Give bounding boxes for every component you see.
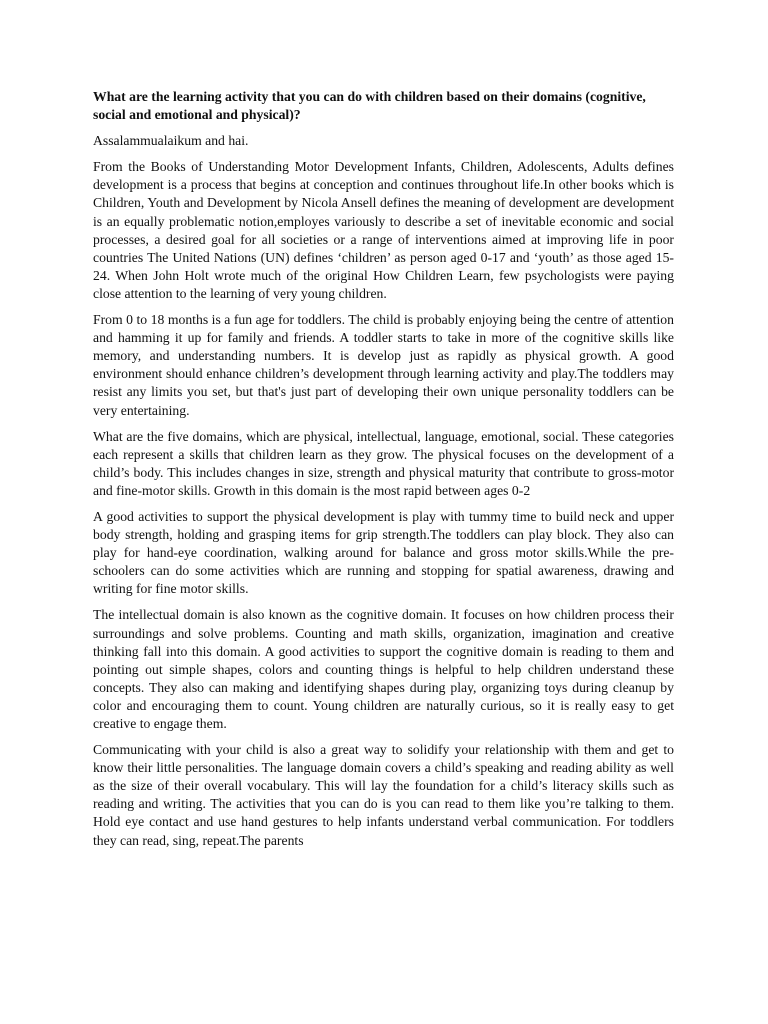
- paragraph-toddlers: From 0 to 18 months is a fun age for toddlers. The child is probably enjoying being the centre of attention and hamming it up for family and friends. A toddler starts to take in more of the cognitive skills like memory, and understanding numbers. It is develop just as rapidly as physical growth. A good environment should enhance children’s development through learning activity and play.The toddlers may resist any limits you set, but that's just part of developing their own unique personality toddlers can be very entertaining.: [93, 312, 674, 418]
- greeting-text: Assalammualaikum and hai.: [93, 133, 249, 149]
- paragraph-physical-activities: A good activities to support the physical development is play with tummy time to build neck and upper body strength, holding and grasping items for grip strength.The toddlers can play block. They also can play for hand-eye coordination, walking around for balance and gross motor skills.While the pre-schoolers can do some activities which are running and stopping for spatial awareness, drawing and writing for fine motor skills.: [93, 508, 674, 597]
- paragraph-language-domain: Communicating with your child is also a great way to solidify your relationship with them and get to know their little personalities. The language domain covers a child’s speaking and reading ability as well as the size of their overall vocabulary. This will lay the foundation for a child’s literacy skills such as reading and writing. The activities that you can do is you can read to them like you’re talking to them. Hold eye contact and use hand gestures to help infants understand verbal communication. For toddlers they can read, sing, repeat.The parents: [93, 742, 674, 848]
- paragraph-definitions: From the Books of Understanding Motor Development Infants, Children, Adolescents, Adults defines development is a process that begins at conception and continues throughout life.In other books which is Children, Youth and Development by Nicola Ansell defines the meaning of development are development is an equally problematic notion,employes variously to describe a set of inevitable economic and social processes, a desired goal for all societies or a range of interventions aimed at improving life in poor countries The United Nations (UN) defines ‘children’ as person aged 0-17 and ‘youth’ as those aged 15-24. When John Holt wrote much of the original How Children Learn, few psychologists were paying close attention to the learning of very young children.: [93, 159, 674, 301]
- paragraph-five-domains: What are the five domains, which are physical, intellectual, language, emotional, social. These categories each represent a skills that children learn as they grow. The physical focuses on the development of a child’s body. This includes changes in size, strength and physical maturity that contribute to gross-motor and fine-motor skills. Growth in this domain is the most rapid between ages 0-2: [93, 428, 674, 498]
- document-title: What are the learning activity that you can do with children based on their domains (cognitive, social and emotional and physical)?: [93, 89, 646, 123]
- paragraph-intellectual-domain: The intellectual domain is also known as the cognitive domain. It focuses on how children process their surroundings and solve problems. Counting and math skills, organization, imagination and creative thinking fall into this domain. A good activities to support the cognitive domain is reading to them and pointing out simple shapes, colors and counting things is helpful to help children understand these concepts. They also can making and identifying shapes during play, organizing toys during cleanup by color and encouraging them to count. Young children are naturally curious, so it is really easy to get creative to engage them.: [93, 607, 674, 731]
- document-page: [93, 88, 674, 858]
